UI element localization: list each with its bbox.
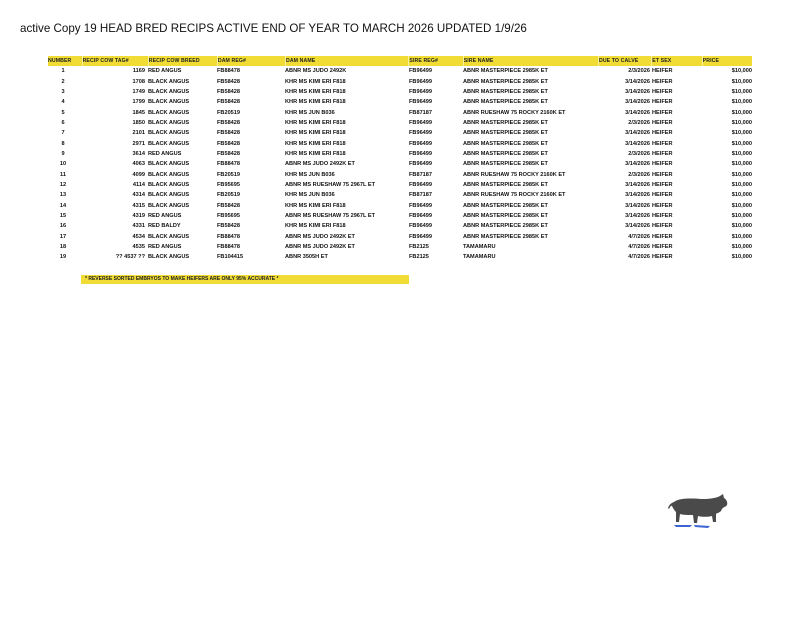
cell-et-sex: HEIFER — [652, 140, 673, 147]
cell-price: $10,000 — [731, 140, 752, 147]
cell-recip-cow-breed: RED ANGUS — [148, 68, 182, 75]
cell-recip-cow-breed: BLACK ANGUS — [148, 88, 190, 95]
cell-dam-name: KHR MS JUN B036 — [285, 171, 335, 178]
cell-due-to-calve: 2/3/2026 — [628, 119, 650, 126]
cell-et-sex: HEIFER — [652, 212, 673, 219]
cell-et-sex: HEIFER — [652, 233, 673, 240]
cell-dam-name: KHR MS KIMI ERI F818 — [285, 202, 346, 209]
cell-et-sex: HEIFER — [652, 119, 673, 126]
cell-et-sex: HEIFER — [652, 150, 673, 157]
cell-recip-cow-tag: 4534 — [132, 233, 145, 240]
cell-sire-reg: FB96499 — [409, 233, 433, 240]
cell-recip-cow-breed: BLACK ANGUS — [148, 233, 190, 240]
header-dam-reg: DAM REG# — [218, 56, 286, 66]
cell-number: 12 — [59, 181, 67, 188]
table-row — [48, 97, 752, 107]
cell-et-sex: HEIFER — [652, 181, 673, 188]
cell-recip-cow-breed: BLACK ANGUS — [148, 99, 190, 106]
cell-dam-reg: FB58428 — [217, 119, 241, 126]
cell-price: $10,000 — [731, 171, 752, 178]
cell-sire-reg: FB87187 — [409, 109, 433, 116]
table-row — [48, 211, 752, 221]
cell-sire-name: ABNR MASTERPIECE 2985K ET — [463, 161, 548, 168]
cell-number: 6 — [61, 119, 65, 126]
table-row — [48, 169, 752, 179]
cell-due-to-calve: 3/14/2026 — [625, 161, 650, 168]
cell-sire-name: ABNR MASTERPIECE 2985K ET — [463, 130, 548, 137]
cell-recip-cow-breed: BLACK ANGUS — [148, 171, 190, 178]
cell-recip-cow-breed: BLACK ANGUS — [148, 78, 190, 85]
cell-due-to-calve: 3/14/2026 — [625, 212, 650, 219]
table-row — [48, 118, 752, 128]
cell-recip-cow-tag: 1799 — [132, 99, 145, 106]
cell-sire-reg: FB87187 — [409, 192, 433, 199]
cell-et-sex: HEIFER — [652, 171, 673, 178]
cell-price: $10,000 — [731, 99, 752, 106]
cell-number: 15 — [59, 212, 67, 219]
cell-dam-reg: FB58428 — [217, 140, 241, 147]
cell-sire-reg: FB96499 — [409, 150, 433, 157]
cell-dam-reg: FB58428 — [217, 88, 241, 95]
cell-recip-cow-breed: BLACK ANGUS — [148, 119, 190, 126]
cell-sire-reg: FB96499 — [409, 202, 433, 209]
cell-recip-cow-tag: 4315 — [132, 202, 145, 209]
cell-due-to-calve: 3/14/2026 — [625, 78, 650, 85]
cell-recip-cow-breed: BLACK ANGUS — [148, 161, 190, 168]
cell-dam-reg: FB58428 — [217, 150, 241, 157]
cell-number: 17 — [59, 233, 67, 240]
cell-recip-cow-tag: ?? 4537 ?? — [115, 254, 145, 261]
cell-due-to-calve: 4/7/2026 — [628, 233, 650, 240]
cell-recip-cow-tag: 4535 — [132, 244, 145, 251]
table-row — [48, 87, 752, 97]
cell-sire-reg: FB96499 — [409, 88, 433, 95]
cell-et-sex: HEIFER — [652, 78, 673, 85]
table-row — [48, 221, 752, 231]
cell-sire-name: ABNR RUESHAW 75 ROCKY 2160K ET — [463, 109, 566, 116]
table-row — [48, 242, 752, 252]
header-number: NUMBER — [48, 56, 83, 66]
cell-dam-name: KHR MS KIMI ERI F818 — [285, 78, 346, 85]
cell-due-to-calve: 3/14/2026 — [625, 130, 650, 137]
table-row — [48, 149, 752, 159]
cell-dam-reg: FB58428 — [217, 78, 241, 85]
cell-sire-reg: FB96499 — [409, 78, 433, 85]
cell-sire-reg: FB96499 — [409, 161, 433, 168]
recip-table — [48, 56, 752, 263]
cell-number: 3 — [61, 88, 65, 95]
cell-recip-cow-breed: BLACK ANGUS — [148, 130, 190, 137]
cell-number: 9 — [61, 150, 65, 157]
cell-price: $10,000 — [731, 244, 752, 251]
cell-sire-reg: FB96499 — [409, 181, 433, 188]
header-dam-name: DAM NAME — [286, 56, 409, 66]
cell-et-sex: HEIFER — [652, 68, 673, 75]
cell-sire-name: TAMAMARU — [463, 254, 496, 261]
cell-dam-name: KHR MS KIMI ERI F818 — [285, 99, 346, 106]
cell-dam-reg: FB95695 — [217, 212, 241, 219]
cell-sire-name: ABNR MASTERPIECE 2985K ET — [463, 233, 548, 240]
cell-sire-name: ABNR MASTERPIECE 2985K ET — [463, 68, 548, 75]
cell-dam-reg: FB88478 — [217, 244, 241, 251]
cell-number: 10 — [59, 161, 67, 168]
cell-recip-cow-breed: RED ANGUS — [148, 212, 182, 219]
cell-price: $10,000 — [731, 68, 752, 75]
cell-dam-name: KHR MS KIMI ERI F818 — [285, 223, 346, 230]
cell-sire-name: ABNR MASTERPIECE 2985K ET — [463, 181, 548, 188]
cell-dam-name: ABNR MS JUDO 2492K ET — [285, 161, 355, 168]
cell-dam-name: ABNR MS RUESHAW 75 2967L ET — [285, 181, 376, 188]
cell-price: $10,000 — [731, 150, 752, 157]
header-due-to-calve: DUE TO CALVE — [599, 56, 652, 66]
cell-price: $10,000 — [731, 233, 752, 240]
cell-dam-reg: FB58428 — [217, 202, 241, 209]
cell-dam-name: ABNR MS JUDO 2492K — [285, 68, 347, 75]
table-row — [48, 128, 752, 138]
cell-dam-name: ABNR MS RUESHAW 75 2967L ET — [285, 212, 376, 219]
cell-dam-reg: FB20519 — [217, 171, 241, 178]
cell-due-to-calve: 3/14/2026 — [625, 223, 650, 230]
cell-number: 4 — [61, 99, 65, 106]
cell-recip-cow-breed: BLACK ANGUS — [148, 140, 190, 147]
cell-number: 13 — [59, 192, 67, 199]
bull-icon — [668, 492, 730, 534]
cell-number: 8 — [61, 140, 65, 147]
cell-recip-cow-breed: RED BALDY — [148, 223, 181, 230]
cell-recip-cow-tag: 4331 — [132, 223, 145, 230]
cell-number: 7 — [61, 130, 65, 137]
cell-recip-cow-breed: RED ANGUS — [148, 150, 182, 157]
cell-recip-cow-tag: 1749 — [132, 88, 145, 95]
table-row — [48, 107, 752, 117]
cell-due-to-calve: 3/14/2026 — [625, 99, 650, 106]
accuracy-note: * REVERSE SORTED EMBRYOS TO MAKE HEIFERS ARE ONLY 95% ACCURATE * — [81, 275, 409, 284]
cell-sire-reg: FB96499 — [409, 130, 433, 137]
cell-price: $10,000 — [731, 223, 752, 230]
cell-dam-name: KHR MS JUN B036 — [285, 109, 335, 116]
cell-number: 1 — [61, 68, 65, 75]
cell-sire-name: ABNR RUESHAW 75 ROCKY 2160K ET — [463, 192, 566, 199]
cell-sire-name: ABNR MASTERPIECE 2985K ET — [463, 78, 548, 85]
header-sire-reg: SIRE REG# — [409, 56, 463, 66]
cell-et-sex: HEIFER — [652, 192, 673, 199]
cell-sire-reg: FB96499 — [409, 223, 433, 230]
cell-number: 2 — [61, 78, 65, 85]
cell-price: $10,000 — [731, 119, 752, 126]
cell-sire-reg: FB96499 — [409, 68, 433, 75]
table-row — [48, 66, 752, 76]
cell-dam-reg: FB88478 — [217, 161, 241, 168]
table-row — [48, 200, 752, 210]
header-recip-cow-tag: RECIP COW TAG# — [83, 56, 149, 66]
cell-price: $10,000 — [731, 192, 752, 199]
table-row — [48, 232, 752, 242]
cell-number: 16 — [59, 223, 67, 230]
cell-sire-name: ABNR MASTERPIECE 2985K ET — [463, 119, 548, 126]
cell-sire-reg: FB96499 — [409, 99, 433, 106]
cell-dam-name: ABNR 3505H ET — [285, 254, 328, 261]
cell-number: 11 — [60, 171, 66, 178]
cell-sire-reg: FB2125 — [409, 254, 429, 261]
cell-et-sex: HEIFER — [652, 244, 673, 251]
cell-sire-name: ABNR MASTERPIECE 2985K ET — [463, 140, 548, 147]
cell-due-to-calve: 2/3/2026 — [628, 68, 650, 75]
table-body — [48, 66, 752, 263]
table-row — [48, 138, 752, 148]
cell-dam-name: KHR MS KIMI ERI F818 — [285, 140, 346, 147]
cell-recip-cow-tag: 2101 — [132, 130, 145, 137]
cell-price: $10,000 — [731, 254, 752, 261]
table-row — [48, 159, 752, 169]
cell-due-to-calve: 2/3/2026 — [628, 171, 650, 178]
cell-sire-reg: FB96499 — [409, 119, 433, 126]
page-title: active Copy 19 HEAD BRED RECIPS ACTIVE END OF YEAR TO MARCH 2026 UPDATED 1/9/26 — [20, 22, 527, 35]
cell-sire-reg: FB87187 — [409, 171, 433, 178]
cell-sire-name: ABNR MASTERPIECE 2985K ET — [463, 88, 548, 95]
cell-due-to-calve: 4/7/2026 — [628, 254, 650, 261]
cell-dam-reg: FB88478 — [217, 233, 241, 240]
cell-dam-name: ABNR MS JUDO 2492K ET — [285, 244, 355, 251]
cell-et-sex: HEIFER — [652, 109, 673, 116]
cell-et-sex: HEIFER — [652, 88, 673, 95]
cell-sire-name: ABNR MASTERPIECE 2985K ET — [463, 150, 548, 157]
cell-dam-name: KHR MS KIMI ERI F818 — [285, 119, 346, 126]
cell-recip-cow-tag: 4063 — [132, 161, 145, 168]
cell-price: $10,000 — [731, 109, 752, 116]
cell-due-to-calve: 3/14/2026 — [625, 109, 650, 116]
cell-recip-cow-breed: BLACK ANGUS — [148, 202, 190, 209]
cell-dam-reg: FB58428 — [217, 223, 241, 230]
table-row — [48, 180, 752, 190]
bull-body — [668, 494, 727, 523]
cell-et-sex: HEIFER — [652, 254, 673, 261]
cell-price: $10,000 — [731, 202, 752, 209]
header-recip-cow-breed: RECIP COW BREED — [149, 56, 218, 66]
cell-recip-cow-tag: 4099 — [132, 171, 145, 178]
cell-dam-name: KHR MS JUN B036 — [285, 192, 335, 199]
cell-dam-reg: FB88478 — [217, 68, 241, 75]
table-row — [48, 252, 752, 262]
cell-recip-cow-tag: 1845 — [132, 109, 145, 116]
cell-sire-name: ABNR MASTERPIECE 2985K ET — [463, 223, 548, 230]
cell-due-to-calve: 3/14/2026 — [625, 202, 650, 209]
cell-recip-cow-tag: 4314 — [132, 192, 145, 199]
cell-price: $10,000 — [731, 130, 752, 137]
header-price: PRICE — [702, 58, 720, 64]
cell-due-to-calve: 3/14/2026 — [625, 140, 650, 147]
cell-dam-reg: FB20519 — [217, 192, 241, 199]
cell-price: $10,000 — [731, 161, 752, 168]
cell-recip-cow-tag: 4114 — [132, 181, 145, 188]
cell-dam-name: KHR MS KIMI ERI F818 — [285, 150, 346, 157]
cell-recip-cow-tag: 1850 — [132, 119, 145, 126]
cell-recip-cow-breed: BLACK ANGUS — [148, 109, 190, 116]
cell-number: 14 — [59, 202, 67, 209]
cell-et-sex: HEIFER — [652, 202, 673, 209]
table-header — [48, 56, 752, 66]
cell-price: $10,000 — [731, 181, 752, 188]
cell-dam-reg: FB58428 — [217, 130, 241, 137]
cell-recip-cow-tag: 3614 — [132, 150, 145, 157]
table-row — [48, 76, 752, 86]
cell-number: 5 — [61, 109, 65, 116]
logo-accent — [674, 525, 710, 528]
cell-dam-reg: FB104415 — [217, 254, 244, 261]
cell-et-sex: HEIFER — [652, 161, 673, 168]
cell-due-to-calve: 2/3/2026 — [628, 150, 650, 157]
cell-recip-cow-breed: BLACK ANGUS — [148, 254, 190, 261]
header-sire-name: SIRE NAME — [464, 56, 599, 66]
cell-et-sex: HEIFER — [652, 99, 673, 106]
cell-number: 18 — [59, 244, 67, 251]
cell-dam-name: KHR MS KIMI ERI F818 — [285, 88, 346, 95]
cell-price: $10,000 — [731, 78, 752, 85]
cell-recip-cow-tag: 1708 — [132, 78, 145, 85]
cell-sire-reg: FB2125 — [409, 244, 429, 251]
cell-recip-cow-tag: 2971 — [132, 140, 145, 147]
cell-dam-name: ABNR MS JUDO 2492K ET — [285, 233, 355, 240]
cell-recip-cow-tag: 4319 — [132, 212, 145, 219]
cell-due-to-calve: 3/14/2026 — [625, 181, 650, 188]
cell-sire-name: ABNR MASTERPIECE 2985K ET — [463, 202, 548, 209]
cell-price: $10,000 — [731, 88, 752, 95]
cell-recip-cow-tag: 1169 — [132, 68, 145, 75]
cell-price: $10,000 — [731, 212, 752, 219]
cell-sire-name: ABNR MASTERPIECE 2985K ET — [463, 99, 548, 106]
cell-sire-name: ABNR RUESHAW 75 ROCKY 2160K ET — [463, 171, 566, 178]
cell-sire-name: ABNR MASTERPIECE 2985K ET — [463, 212, 548, 219]
cell-sire-name: TAMAMARU — [463, 244, 496, 251]
cell-dam-name: KHR MS KIMI ERI F818 — [285, 130, 346, 137]
cell-recip-cow-breed: RED ANGUS — [148, 244, 182, 251]
cell-recip-cow-breed: BLACK ANGUS — [148, 192, 190, 199]
cell-et-sex: HEIFER — [652, 223, 673, 230]
cell-sire-reg: FB96499 — [409, 140, 433, 147]
cell-due-to-calve: 3/14/2026 — [625, 88, 650, 95]
cell-dam-reg: FB95695 — [217, 181, 241, 188]
cell-recip-cow-breed: BLACK ANGUS — [148, 181, 190, 188]
cell-dam-reg: FB58428 — [217, 99, 241, 106]
cell-number: 19 — [59, 254, 67, 261]
cell-due-to-calve: 4/7/2026 — [628, 244, 650, 251]
cell-dam-reg: FB20519 — [217, 109, 241, 116]
cell-due-to-calve: 3/14/2026 — [625, 192, 650, 199]
cell-et-sex: HEIFER — [652, 130, 673, 137]
table-row — [48, 190, 752, 200]
header-et-sex: ET SEX — [652, 56, 702, 66]
cell-sire-reg: FB96499 — [409, 212, 433, 219]
